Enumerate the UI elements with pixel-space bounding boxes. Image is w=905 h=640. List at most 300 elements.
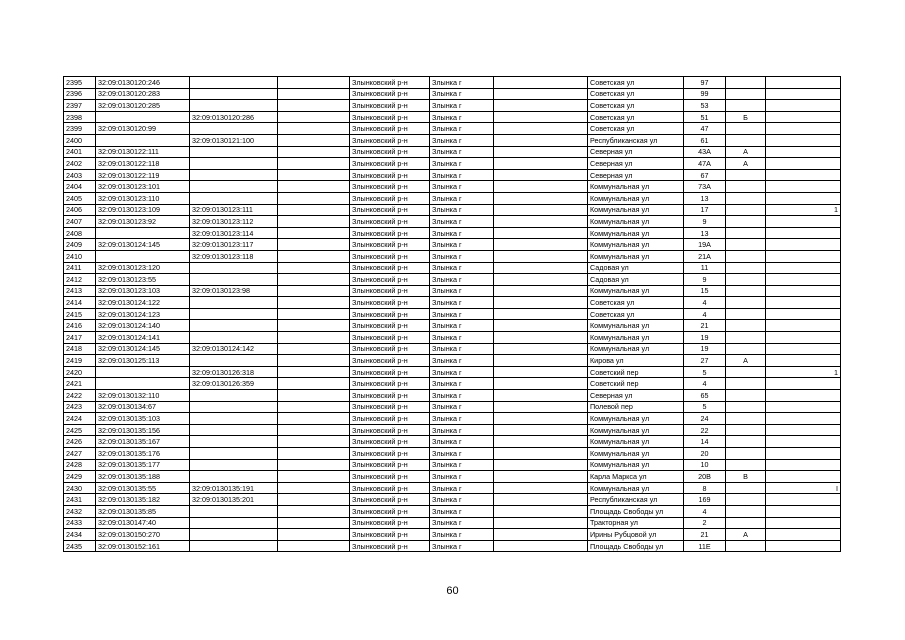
flag-cell <box>766 505 841 517</box>
letter-cell <box>726 413 766 425</box>
district-cell: Злынковский р-н <box>350 285 430 297</box>
cadastral-number-alt-cell <box>190 297 278 309</box>
letter-cell <box>726 134 766 146</box>
town-cell: Злынка г <box>430 448 494 460</box>
empty-cell-cell <box>278 77 350 89</box>
cadastral-number-alt-cell <box>190 88 278 100</box>
cadastral-number-cell: 32:09:0130135:156 <box>96 424 190 436</box>
district-cell: Злынковский р-н <box>350 343 430 355</box>
empty-cell-cell <box>494 111 588 123</box>
letter-cell <box>726 436 766 448</box>
letter-cell <box>726 517 766 529</box>
row-number-cell: 2398 <box>64 111 96 123</box>
empty-cell-cell <box>278 100 350 112</box>
district-cell: Злынковский р-н <box>350 111 430 123</box>
flag-cell <box>766 471 841 483</box>
table-row <box>64 436 841 448</box>
empty-cell-cell <box>278 262 350 274</box>
street-cell: Коммунальная ул <box>588 204 684 216</box>
cadastral-number-cell: 32:09:0130123:101 <box>96 181 190 193</box>
town-cell: Злынка г <box>430 181 494 193</box>
empty-cell-cell <box>494 529 588 541</box>
letter-cell <box>726 250 766 262</box>
flag-cell <box>766 436 841 448</box>
street-cell: Северная ул <box>588 169 684 181</box>
town-cell: Злынка г <box>430 343 494 355</box>
cadastral-number-cell: 32:09:0130120:99 <box>96 123 190 135</box>
table-row <box>64 378 841 390</box>
empty-cell-cell <box>494 355 588 367</box>
house-number-cell: 4 <box>684 378 726 390</box>
row-number-cell: 2417 <box>64 332 96 344</box>
street-cell: Коммунальная ул <box>588 413 684 425</box>
row-number-cell: 2411 <box>64 262 96 274</box>
empty-cell-cell <box>494 366 588 378</box>
flag-cell <box>766 424 841 436</box>
empty-cell-cell <box>494 158 588 170</box>
table-row <box>64 529 841 541</box>
table-row <box>64 413 841 425</box>
row-number-cell: 2416 <box>64 320 96 332</box>
district-cell: Злынковский р-н <box>350 250 430 262</box>
letter-cell: Б <box>726 111 766 123</box>
house-number-cell: 11 <box>684 262 726 274</box>
letter-cell <box>726 401 766 413</box>
cadastral-number-cell: 32:09:0130135:103 <box>96 413 190 425</box>
cadastral-number-alt-cell <box>190 169 278 181</box>
letter-cell <box>726 332 766 344</box>
street-cell: Садовая ул <box>588 274 684 286</box>
town-cell: Злынка г <box>430 355 494 367</box>
street-cell: Советский пер <box>588 378 684 390</box>
district-cell: Злынковский р-н <box>350 436 430 448</box>
letter-cell <box>726 494 766 506</box>
cadastral-number-cell: 32:09:0130147:40 <box>96 517 190 529</box>
row-number-cell: 2401 <box>64 146 96 158</box>
row-number-cell: 2410 <box>64 250 96 262</box>
row-number-cell: 2424 <box>64 413 96 425</box>
empty-cell-cell <box>278 529 350 541</box>
empty-cell-cell <box>494 250 588 262</box>
empty-cell-cell <box>278 459 350 471</box>
district-cell: Злынковский р-н <box>350 482 430 494</box>
empty-cell-cell <box>278 192 350 204</box>
district-cell: Злынковский р-н <box>350 239 430 251</box>
house-number-cell: 4 <box>684 308 726 320</box>
row-number-cell: 2400 <box>64 134 96 146</box>
empty-cell-cell <box>494 239 588 251</box>
row-number-cell: 2431 <box>64 494 96 506</box>
cadastral-number-alt-cell <box>190 401 278 413</box>
empty-cell-cell <box>278 239 350 251</box>
town-cell: Злынка г <box>430 146 494 158</box>
flag-cell <box>766 274 841 286</box>
row-number-cell: 2435 <box>64 540 96 552</box>
district-cell: Злынковский р-н <box>350 181 430 193</box>
street-cell: Коммунальная ул <box>588 216 684 228</box>
cadastral-number-cell: 32:09:0130124:122 <box>96 297 190 309</box>
empty-cell-cell <box>278 111 350 123</box>
flag-cell <box>766 181 841 193</box>
street-cell: Полевой пер <box>588 401 684 413</box>
letter-cell: А <box>726 529 766 541</box>
row-number-cell: 2420 <box>64 366 96 378</box>
cadastral-number-cell: 32:09:0130120:246 <box>96 77 190 89</box>
empty-cell-cell <box>278 285 350 297</box>
town-cell: Злынка г <box>430 227 494 239</box>
cadastral-number-alt-cell <box>190 529 278 541</box>
flag-cell <box>766 88 841 100</box>
district-cell: Злынковский р-н <box>350 308 430 320</box>
street-cell: Садовая ул <box>588 262 684 274</box>
table-row <box>64 297 841 309</box>
table-row <box>64 192 841 204</box>
letter-cell <box>726 366 766 378</box>
street-cell: Коммунальная ул <box>588 250 684 262</box>
table-row <box>64 424 841 436</box>
letter-cell <box>726 505 766 517</box>
cadastral-number-alt-cell <box>190 459 278 471</box>
empty-cell-cell <box>494 505 588 517</box>
street-cell: Советский пер <box>588 366 684 378</box>
street-cell: Советская ул <box>588 111 684 123</box>
district-cell: Злынковский р-н <box>350 320 430 332</box>
empty-cell-cell <box>494 540 588 552</box>
cadastral-number-alt-cell <box>190 192 278 204</box>
flag-cell <box>766 494 841 506</box>
empty-cell-cell <box>494 181 588 193</box>
empty-cell-cell <box>278 169 350 181</box>
empty-cell-cell <box>494 494 588 506</box>
town-cell: Злынка г <box>430 320 494 332</box>
empty-cell-cell <box>494 77 588 89</box>
empty-cell-cell <box>278 88 350 100</box>
town-cell: Злынка г <box>430 285 494 297</box>
row-number-cell: 2428 <box>64 459 96 471</box>
cadastral-number-cell: 32:09:0130124:141 <box>96 332 190 344</box>
address-register-table <box>63 76 841 552</box>
house-number-cell: 24 <box>684 413 726 425</box>
house-number-cell: 20 <box>684 448 726 460</box>
empty-cell-cell <box>278 227 350 239</box>
town-cell: Злынка г <box>430 158 494 170</box>
table-row <box>64 158 841 170</box>
empty-cell-cell <box>494 88 588 100</box>
town-cell: Злынка г <box>430 297 494 309</box>
letter-cell <box>726 285 766 297</box>
cadastral-number-alt-cell <box>190 332 278 344</box>
cadastral-number-cell: 32:09:0130124:145 <box>96 343 190 355</box>
street-cell: Советская ул <box>588 297 684 309</box>
cadastral-number-alt-cell: 32:09:0130135:191 <box>190 482 278 494</box>
town-cell: Злынка г <box>430 471 494 483</box>
cadastral-number-alt-cell <box>190 390 278 402</box>
house-number-cell: 10 <box>684 459 726 471</box>
letter-cell <box>726 424 766 436</box>
row-number-cell: 2429 <box>64 471 96 483</box>
row-number-cell: 2419 <box>64 355 96 367</box>
town-cell: Злынка г <box>430 424 494 436</box>
row-number-cell: 2409 <box>64 239 96 251</box>
cadastral-number-cell: 32:09:0130135:177 <box>96 459 190 471</box>
town-cell: Злынка г <box>430 517 494 529</box>
street-cell: Советская ул <box>588 88 684 100</box>
letter-cell <box>726 343 766 355</box>
town-cell: Злынка г <box>430 436 494 448</box>
district-cell: Злынковский р-н <box>350 297 430 309</box>
empty-cell-cell <box>278 297 350 309</box>
table-row <box>64 204 841 216</box>
flag-cell <box>766 459 841 471</box>
letter-cell <box>726 297 766 309</box>
house-number-cell: 14 <box>684 436 726 448</box>
town-cell: Злынка г <box>430 77 494 89</box>
empty-cell-cell <box>278 216 350 228</box>
town-cell: Злынка г <box>430 274 494 286</box>
cadastral-number-cell: 32:09:0130135:55 <box>96 482 190 494</box>
town-cell: Злынка г <box>430 378 494 390</box>
letter-cell <box>726 100 766 112</box>
district-cell: Злынковский р-н <box>350 448 430 460</box>
town-cell: Злынка г <box>430 459 494 471</box>
cadastral-number-cell: 32:09:0130125:113 <box>96 355 190 367</box>
district-cell: Злынковский р-н <box>350 146 430 158</box>
town-cell: Злынка г <box>430 505 494 517</box>
empty-cell-cell <box>494 274 588 286</box>
row-number-cell: 2399 <box>64 123 96 135</box>
empty-cell-cell <box>278 401 350 413</box>
table-row <box>64 111 841 123</box>
district-cell: Злынковский р-н <box>350 158 430 170</box>
row-number-cell: 2422 <box>64 390 96 402</box>
empty-cell-cell <box>278 123 350 135</box>
empty-cell-cell <box>278 471 350 483</box>
house-number-cell: 47 <box>684 123 726 135</box>
district-cell: Злынковский р-н <box>350 332 430 344</box>
cadastral-number-alt-cell <box>190 158 278 170</box>
cadastral-number-cell: 32:09:0130123:103 <box>96 285 190 297</box>
street-cell: Коммунальная ул <box>588 320 684 332</box>
page-number: 60 <box>446 585 459 597</box>
cadastral-number-alt-cell <box>190 540 278 552</box>
row-number-cell: 2425 <box>64 424 96 436</box>
town-cell: Злынка г <box>430 216 494 228</box>
empty-cell-cell <box>494 448 588 460</box>
flag-cell <box>766 332 841 344</box>
letter-cell <box>726 227 766 239</box>
town-cell: Злынка г <box>430 250 494 262</box>
table-row <box>64 146 841 158</box>
cadastral-number-cell: 32:09:0130135:176 <box>96 448 190 460</box>
house-number-cell: 5 <box>684 366 726 378</box>
house-number-cell: 43А <box>684 146 726 158</box>
letter-cell <box>726 204 766 216</box>
table-row <box>64 227 841 239</box>
flag-cell <box>766 355 841 367</box>
cadastral-number-alt-cell <box>190 123 278 135</box>
cadastral-number-alt-cell <box>190 181 278 193</box>
row-number-cell: 2414 <box>64 297 96 309</box>
street-cell: Северная ул <box>588 146 684 158</box>
house-number-cell: 4 <box>684 297 726 309</box>
empty-cell-cell <box>494 436 588 448</box>
cadastral-number-alt-cell: 32:09:0130123:114 <box>190 227 278 239</box>
district-cell: Злынковский р-н <box>350 77 430 89</box>
row-number-cell: 2396 <box>64 88 96 100</box>
empty-cell-cell <box>494 401 588 413</box>
empty-cell-cell <box>278 378 350 390</box>
letter-cell <box>726 378 766 390</box>
house-number-cell: 5 <box>684 401 726 413</box>
house-number-cell: 13 <box>684 192 726 204</box>
table-row <box>64 540 841 552</box>
district-cell: Злынковский р-н <box>350 494 430 506</box>
row-number-cell: 2413 <box>64 285 96 297</box>
district-cell: Злынковский р-н <box>350 227 430 239</box>
table-row <box>64 100 841 112</box>
cadastral-number-cell: 32:09:0130135:188 <box>96 471 190 483</box>
empty-cell-cell <box>278 390 350 402</box>
town-cell: Злынка г <box>430 540 494 552</box>
house-number-cell: 47А <box>684 158 726 170</box>
cadastral-number-cell <box>96 134 190 146</box>
empty-cell-cell <box>278 494 350 506</box>
empty-cell-cell <box>494 192 588 204</box>
house-number-cell: 17 <box>684 204 726 216</box>
district-cell: Злынковский р-н <box>350 505 430 517</box>
district-cell: Злынковский р-н <box>350 471 430 483</box>
town-cell: Злынка г <box>430 100 494 112</box>
row-number-cell: 2403 <box>64 169 96 181</box>
town-cell: Злынка г <box>430 366 494 378</box>
house-number-cell: 97 <box>684 77 726 89</box>
district-cell: Злынковский р-н <box>350 459 430 471</box>
cadastral-number-cell: 32:09:0130120:283 <box>96 88 190 100</box>
table-row <box>64 448 841 460</box>
cadastral-number-cell: 32:09:0130134:67 <box>96 401 190 413</box>
town-cell: Злынка г <box>430 308 494 320</box>
cadastral-number-cell: 32:09:0130123:55 <box>96 274 190 286</box>
house-number-cell: 21А <box>684 250 726 262</box>
cadastral-number-alt-cell <box>190 413 278 425</box>
row-number-cell: 2418 <box>64 343 96 355</box>
letter-cell <box>726 123 766 135</box>
letter-cell <box>726 459 766 471</box>
row-number-cell: 2432 <box>64 505 96 517</box>
table-row <box>64 401 841 413</box>
flag-cell: I <box>766 482 841 494</box>
row-number-cell: 2405 <box>64 192 96 204</box>
letter-cell <box>726 181 766 193</box>
district-cell: Злынковский р-н <box>350 413 430 425</box>
table-row <box>64 320 841 332</box>
empty-cell-cell <box>494 459 588 471</box>
flag-cell <box>766 239 841 251</box>
cadastral-number-cell: 32:09:0130122:118 <box>96 158 190 170</box>
cadastral-number-alt-cell: 32:09:0130123:111 <box>190 204 278 216</box>
cadastral-number-cell: 32:09:0130123:120 <box>96 262 190 274</box>
district-cell: Злынковский р-н <box>350 355 430 367</box>
cadastral-number-alt-cell: 32:09:0130120:286 <box>190 111 278 123</box>
street-cell: Северная ул <box>588 158 684 170</box>
district-cell: Злынковский р-н <box>350 169 430 181</box>
district-cell: Злынковский р-н <box>350 378 430 390</box>
flag-cell <box>766 297 841 309</box>
flag-cell <box>766 262 841 274</box>
town-cell: Злынка г <box>430 482 494 494</box>
letter-cell <box>726 169 766 181</box>
house-number-cell: 21 <box>684 529 726 541</box>
district-cell: Злынковский р-н <box>350 134 430 146</box>
letter-cell <box>726 482 766 494</box>
empty-cell-cell <box>494 216 588 228</box>
empty-cell-cell <box>494 308 588 320</box>
district-cell: Злынковский р-н <box>350 274 430 286</box>
street-cell: Коммунальная ул <box>588 239 684 251</box>
street-cell: Советская ул <box>588 77 684 89</box>
house-number-cell: 20В <box>684 471 726 483</box>
town-cell: Злынка г <box>430 413 494 425</box>
empty-cell-cell <box>278 517 350 529</box>
cadastral-number-cell: 32:09:0130124:145 <box>96 239 190 251</box>
street-cell: Коммунальная ул <box>588 343 684 355</box>
empty-cell-cell <box>494 227 588 239</box>
letter-cell: А <box>726 146 766 158</box>
cadastral-number-alt-cell <box>190 320 278 332</box>
cadastral-number-alt-cell <box>190 448 278 460</box>
flag-cell <box>766 413 841 425</box>
cadastral-number-cell: 32:09:0130135:85 <box>96 505 190 517</box>
table-row <box>64 459 841 471</box>
flag-cell <box>766 123 841 135</box>
letter-cell <box>726 77 766 89</box>
table-row <box>64 390 841 402</box>
cadastral-number-alt-cell <box>190 77 278 89</box>
cadastral-number-cell: 32:09:0130135:167 <box>96 436 190 448</box>
empty-cell-cell <box>494 390 588 402</box>
cadastral-number-alt-cell: 32:09:0130121:100 <box>190 134 278 146</box>
cadastral-number-alt-cell: 32:09:0130123:98 <box>190 285 278 297</box>
empty-cell-cell <box>494 146 588 158</box>
flag-cell <box>766 158 841 170</box>
street-cell: Карла Маркса ул <box>588 471 684 483</box>
row-number-cell: 2415 <box>64 308 96 320</box>
row-number-cell: 2412 <box>64 274 96 286</box>
flag-cell <box>766 401 841 413</box>
empty-cell-cell <box>278 158 350 170</box>
letter-cell <box>726 390 766 402</box>
flag-cell <box>766 285 841 297</box>
letter-cell <box>726 88 766 100</box>
street-cell: Коммунальная ул <box>588 332 684 344</box>
empty-cell-cell <box>494 517 588 529</box>
empty-cell-cell <box>278 204 350 216</box>
house-number-cell: 4 <box>684 505 726 517</box>
district-cell: Злынковский р-н <box>350 88 430 100</box>
cadastral-number-cell: 32:09:0130123:110 <box>96 192 190 204</box>
empty-cell-cell <box>278 413 350 425</box>
cadastral-number-cell: 32:09:0130124:140 <box>96 320 190 332</box>
town-cell: Злынка г <box>430 401 494 413</box>
empty-cell-cell <box>494 204 588 216</box>
letter-cell <box>726 192 766 204</box>
town-cell: Злынка г <box>430 529 494 541</box>
flag-cell: 1 <box>766 366 841 378</box>
empty-cell-cell <box>494 482 588 494</box>
empty-cell-cell <box>278 250 350 262</box>
cadastral-number-alt-cell: 32:09:0130126:318 <box>190 366 278 378</box>
street-cell: Советская ул <box>588 308 684 320</box>
